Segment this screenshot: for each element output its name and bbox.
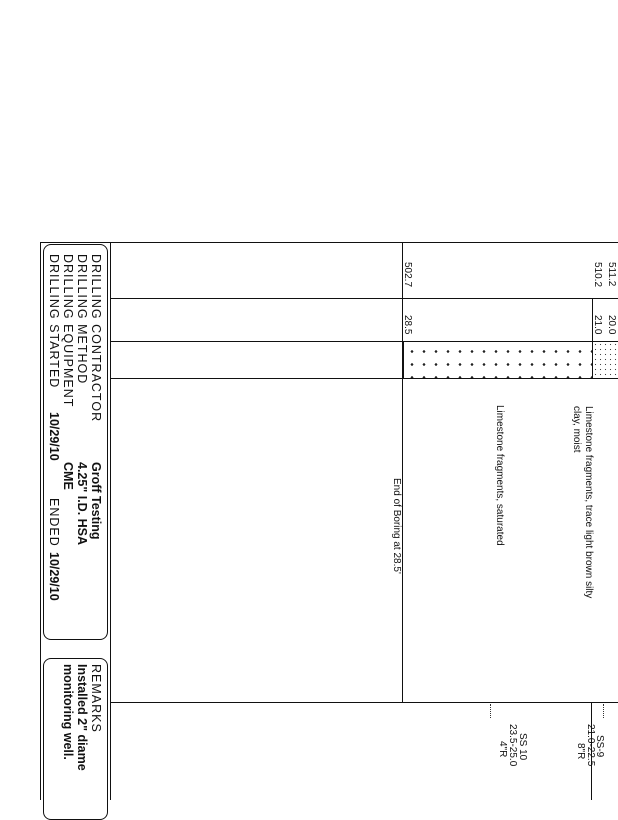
drilling-started-label: DRILLING STARTED (47, 254, 61, 389)
sample-ss9-range: 21.0-22.5 (585, 724, 596, 767)
sample-ss10-id: SS 10 (517, 733, 528, 761)
elevation-510-2: 510.2 (592, 262, 603, 288)
clay-layer-graphic (593, 342, 617, 378)
elevation-502-7: 502.7 (402, 262, 413, 288)
sample-dotted-line-2 (603, 704, 604, 718)
depth-20-0: 20.0 (606, 315, 617, 335)
drilling-info-right-border (110, 242, 111, 800)
description-column-divider (110, 702, 618, 703)
drilling-contractor-value: Groff Testing (89, 462, 103, 540)
remarks-line-1: Installed 2" diame (75, 664, 89, 771)
drilling-started-value: 10/29/10 (47, 412, 61, 461)
elevation-column-divider (110, 298, 618, 299)
end-of-boring-note: End of Boring at 28.5' (391, 478, 402, 574)
description-line-2: clay, moist (571, 406, 582, 453)
description-line-3: Limestone fragments, saturated (494, 405, 505, 546)
remarks-title: REMARKS (89, 664, 103, 733)
description-line-1: Limestone fragments, trace light brown silty (583, 406, 594, 599)
drilling-ended-value: 10/29/10 (47, 552, 61, 601)
drilling-contractor-label: DRILLING CONTRACTOR (89, 254, 103, 423)
table-top-border (40, 242, 618, 243)
depth-28-5: 28.5 (402, 315, 413, 335)
sample-ss9-recovery: 8"R (575, 743, 586, 760)
limestone-fragments-graphic (403, 342, 593, 378)
elevation-511-2: 511.2 (606, 262, 617, 287)
drilling-method-label: DRILLING METHOD (75, 254, 89, 385)
drilling-equipment-value: CME (61, 462, 75, 490)
table-left-border (40, 242, 41, 800)
depth-21-0: 21.0 (592, 315, 603, 335)
graphic-column-divider (110, 378, 618, 379)
sample-ss10-recovery: 4"R (497, 741, 508, 758)
drilling-equipment-label: DRILLING EQUIPMENT (61, 254, 75, 408)
sample-ss9-id: SS-9 (594, 735, 605, 758)
drilling-ended-label: ENDED (47, 498, 61, 547)
remarks-line-2: monitoring well. (61, 664, 75, 760)
sample-ss10-range: 23.5-25.0 (507, 724, 518, 767)
drilling-method-value: 4.25" I.D. HSA (75, 462, 89, 546)
sample-dotted-line (490, 704, 491, 718)
end-of-boring-line (402, 242, 403, 702)
